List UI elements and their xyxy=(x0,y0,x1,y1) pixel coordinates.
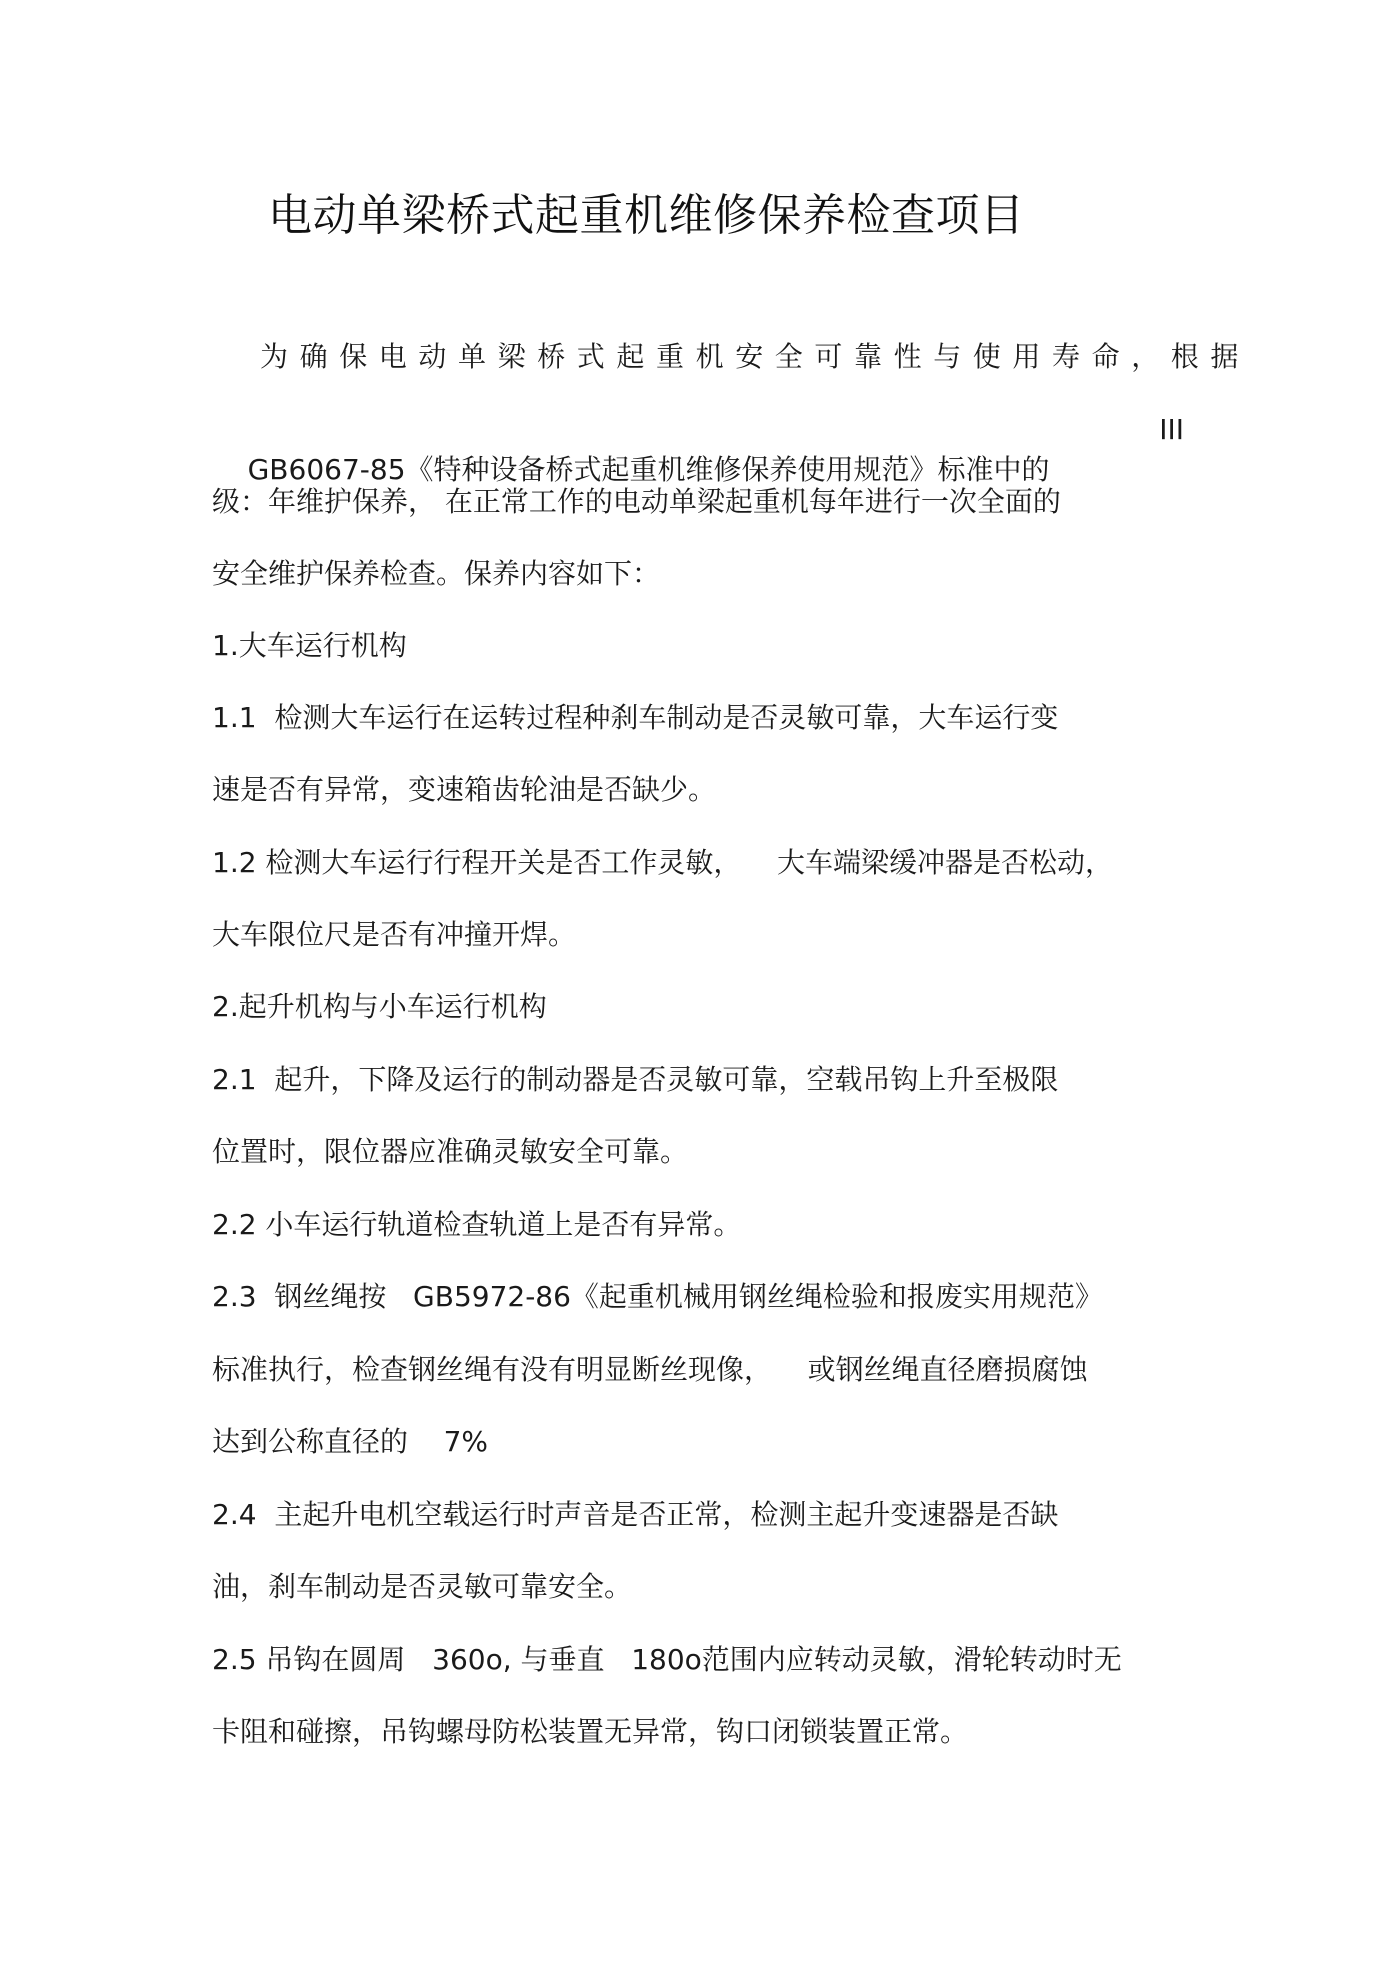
section-heading-1: 1.大车运行机构 xyxy=(212,629,407,662)
item-1-2-line-1: 1.2 检测大车运行行程开关是否工作灵敏， 大车端梁缓冲器是否松动， xyxy=(212,846,1114,879)
item-2-5-line-1: 2.5 吊钩在圆周 360o, 与垂直 180o范围内应转动灵敏，滑轮转动时无 xyxy=(212,1643,1122,1676)
item-2-1-line-2: 位置时，限位器应准确灵敏安全可靠。 xyxy=(212,1135,689,1168)
item-2-4-line-2: 油，刹车制动是否灵敏可靠安全。 xyxy=(212,1570,633,1603)
intro-line-2-grade: III xyxy=(1159,413,1184,446)
section-heading-2: 2.起升机构与小车运行机构 xyxy=(212,990,547,1023)
item-2-4-line-1: 2.4 主起升电机空载运行时声音是否正常，检测主起升变速器是否缺 xyxy=(212,1498,1059,1531)
item-2-5-line-2: 卡阻和碰擦，吊钩螺母防松装置无异常，钩口闭锁装置正常。 xyxy=(212,1715,969,1748)
intro-line-3: 级：年维护保养， 在正常工作的电动单梁起重机每年进行一次全面的 xyxy=(212,485,1061,518)
item-1-2-line-2: 大车限位尺是否有冲撞开焊。 xyxy=(212,918,577,951)
item-1-1-line-2: 速是否有异常，变速箱齿轮油是否缺少。 xyxy=(212,773,717,806)
item-2-3-line-2: 标准执行，检查钢丝绳有没有明显断丝现像， 或钢丝绳直径磨损腐蚀 xyxy=(212,1353,1088,1386)
item-2-3-line-1: 2.3 钢丝绳按 GB5972-86《起重机械用钢丝绳检验和报废实用规范》 xyxy=(212,1280,1103,1313)
item-2-1-line-1: 2.1 起升，下降及运行的制动器是否灵敏可靠，空载吊钩上升至极限 xyxy=(212,1063,1059,1096)
item-2-3-line-3: 达到公称直径的 7% xyxy=(212,1425,489,1458)
intro-line-1: 为确保电动单梁桥式起重机安全可靠性与使用寿命，根据 xyxy=(260,340,1251,373)
intro-line-2-main: GB6067-85《特种设备桥式起重机维修保养使用规范》标准中的 xyxy=(247,453,1050,486)
intro-line-4: 安全维护保养检查。保养内容如下： xyxy=(212,557,661,590)
item-2-2-line-1: 2.2 小车运行轨道检查轨道上是否有异常。 xyxy=(212,1208,742,1241)
document-title: 电动单梁桥式起重机维修保养检查项目 xyxy=(268,190,1025,241)
item-1-1-line-1: 1.1 检测大车运行在运转过程种刹车制动是否灵敏可靠，大车运行变 xyxy=(212,701,1059,734)
